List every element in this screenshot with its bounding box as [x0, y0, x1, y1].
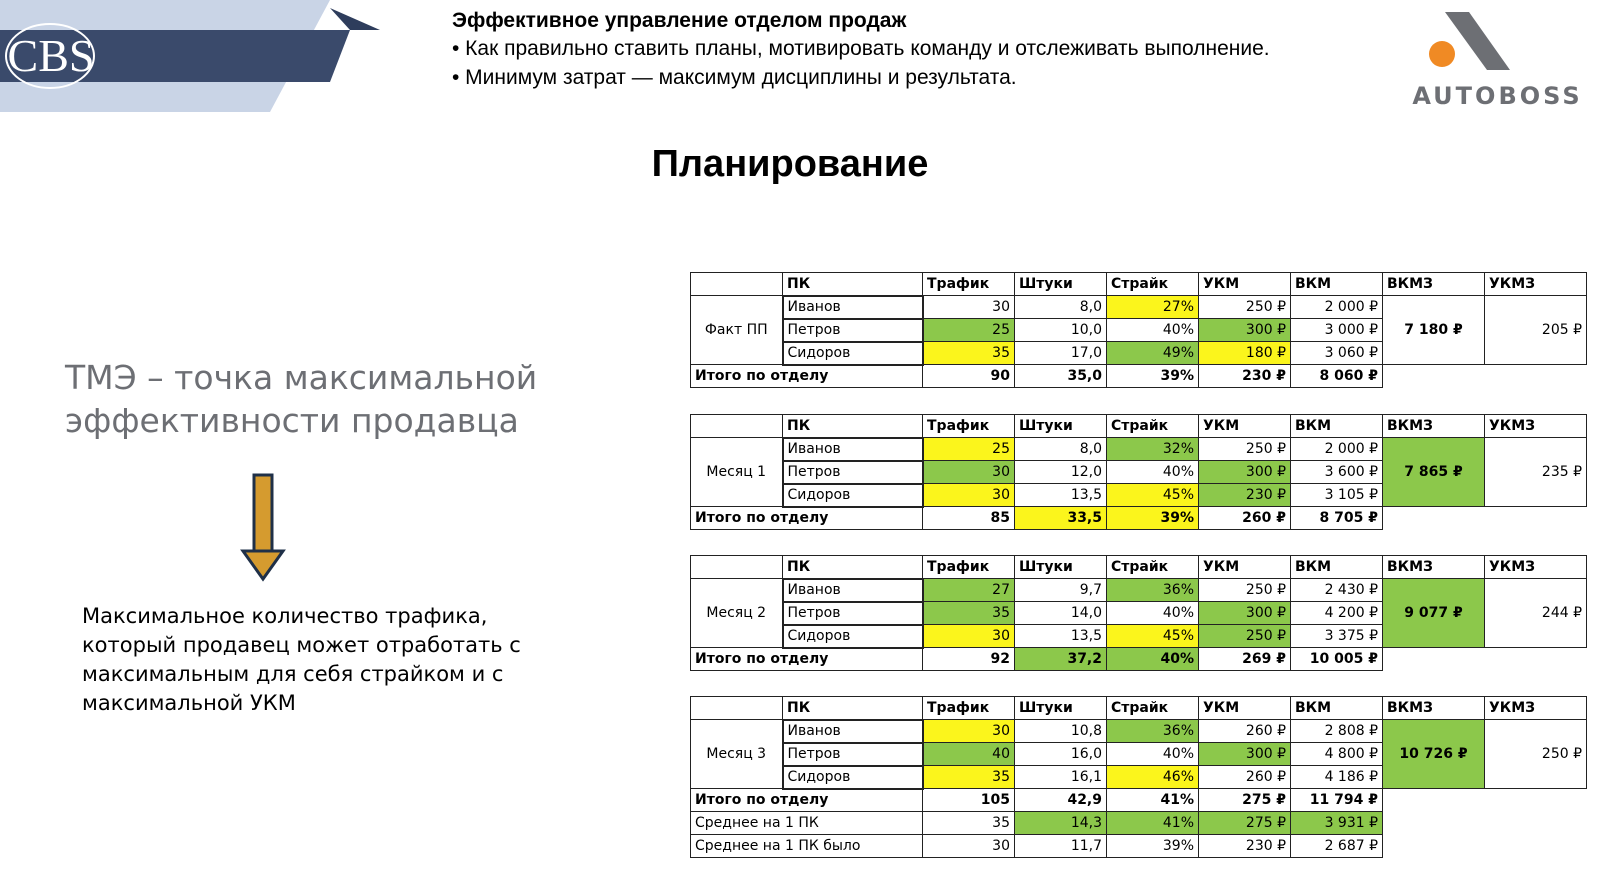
cell-vkm: 3 000 ₽: [1291, 319, 1383, 342]
table-corner: [691, 556, 783, 579]
table-corner: [691, 415, 783, 438]
empty-cell: [1485, 812, 1587, 835]
column-header: Трафик: [923, 697, 1015, 720]
desc-line-4: максимальной УКМ: [82, 691, 296, 715]
cell-traffic: 25: [923, 438, 1015, 461]
cell-traffic: 30: [923, 484, 1015, 507]
cbs-logo: CBS: [7, 30, 95, 81]
total-traffic: 90: [923, 365, 1015, 388]
cell-units: 10,8: [1015, 720, 1107, 743]
column-header: ПК: [783, 556, 923, 579]
vkmz-value: 9 077 ₽: [1383, 579, 1485, 648]
total-label: Итого по отделу: [691, 789, 923, 812]
period-label: Месяц 3: [691, 720, 783, 789]
cell-ukm: 250 ₽: [1199, 296, 1291, 319]
desc-line-1: Максимальное количество трафика,: [82, 604, 488, 628]
column-header: УКМЗ: [1485, 415, 1587, 438]
table-row: [691, 579, 1587, 602]
cell-vkm: 3 375 ₽: [1291, 625, 1383, 648]
period-label: Факт ПП: [691, 296, 783, 365]
cell-traffic: 35: [923, 602, 1015, 625]
seller-name: Петров: [783, 461, 923, 484]
total-label: Итого по отделу: [691, 365, 923, 388]
total-traffic: 92: [923, 648, 1015, 671]
total-traffic: 85: [923, 507, 1015, 530]
cell-units: 17,0: [1015, 342, 1107, 365]
planning-table: [690, 414, 1587, 530]
average-units: 11,7: [1015, 835, 1107, 858]
cell-units: 13,5: [1015, 625, 1107, 648]
column-header: УКМ: [1199, 697, 1291, 720]
cell-vkm: 4 186 ₽: [1291, 766, 1383, 789]
column-header: Страйк: [1107, 273, 1199, 296]
cell-traffic: 27: [923, 579, 1015, 602]
total-vkm: 11 794 ₽: [1291, 789, 1383, 812]
column-header: Штуки: [1015, 697, 1107, 720]
cell-units: 9,7: [1015, 579, 1107, 602]
ukmz-value: 250 ₽: [1485, 720, 1587, 789]
header-line-2: • Минимум затрат — максимум дисциплины и результата.: [452, 66, 1017, 89]
column-header: ВКМ: [1291, 556, 1383, 579]
total-strike: 39%: [1107, 507, 1199, 530]
cell-units: 10,0: [1015, 319, 1107, 342]
column-header: УКМЗ: [1485, 273, 1587, 296]
column-header: Штуки: [1015, 273, 1107, 296]
cell-strike: 40%: [1107, 461, 1199, 484]
column-header: ВКМ: [1291, 415, 1383, 438]
cell-units: 16,1: [1015, 766, 1107, 789]
cell-vkm: 2 808 ₽: [1291, 720, 1383, 743]
average-strike: 41%: [1107, 812, 1199, 835]
cell-traffic: 35: [923, 342, 1015, 365]
seller-name: Сидоров: [783, 766, 923, 789]
column-header: Трафик: [923, 415, 1015, 438]
total-ukm: 260 ₽: [1199, 507, 1291, 530]
cell-vkm: 2 000 ₽: [1291, 296, 1383, 319]
cell-strike: 46%: [1107, 766, 1199, 789]
cell-units: 16,0: [1015, 743, 1107, 766]
table-corner: [691, 273, 783, 296]
empty-cell: [1383, 648, 1485, 671]
down-arrow-icon: [240, 473, 286, 583]
cell-vkm: 2 430 ₽: [1291, 579, 1383, 602]
column-header: УКМ: [1199, 273, 1291, 296]
cell-strike: 40%: [1107, 602, 1199, 625]
cell-units: 12,0: [1015, 461, 1107, 484]
column-header: ВКМ: [1291, 697, 1383, 720]
cell-ukm: 250 ₽: [1199, 625, 1291, 648]
total-vkm: 8 705 ₽: [1291, 507, 1383, 530]
column-header: Страйк: [1107, 556, 1199, 579]
column-header: ПК: [783, 273, 923, 296]
empty-cell: [1383, 812, 1485, 835]
cell-units: 14,0: [1015, 602, 1107, 625]
header-block: [452, 8, 1412, 92]
header-title: Эффективное управление отделом продаж: [452, 9, 907, 32]
cell-traffic: 30: [923, 625, 1015, 648]
average-label: Среднее на 1 ПК было: [691, 835, 923, 858]
empty-cell: [1383, 507, 1485, 530]
tme-line-2: эффективности продавца: [65, 401, 519, 440]
cell-strike: 45%: [1107, 625, 1199, 648]
column-header: ВКМЗ: [1383, 415, 1485, 438]
total-units: 37,2: [1015, 648, 1107, 671]
cell-ukm: 260 ₽: [1199, 766, 1291, 789]
tme-description: [82, 602, 552, 718]
cell-ukm: 300 ₽: [1199, 602, 1291, 625]
empty-cell: [1383, 365, 1485, 388]
empty-cell: [1485, 789, 1587, 812]
empty-cell: [1383, 789, 1485, 812]
column-header: Штуки: [1015, 415, 1107, 438]
total-strike: 41%: [1107, 789, 1199, 812]
page-title: [0, 143, 1580, 186]
average-vkm: 2 687 ₽: [1291, 835, 1383, 858]
cell-vkm: 3 600 ₽: [1291, 461, 1383, 484]
cell-ukm: 230 ₽: [1199, 484, 1291, 507]
average-row: [691, 835, 1587, 858]
total-row: [691, 365, 1587, 388]
ukmz-value: 244 ₽: [1485, 579, 1587, 648]
table-row: [691, 296, 1587, 319]
column-header: УКМ: [1199, 415, 1291, 438]
vkmz-value: 10 726 ₽: [1383, 720, 1485, 789]
cell-strike: 32%: [1107, 438, 1199, 461]
total-strike: 40%: [1107, 648, 1199, 671]
seller-name: Иванов: [783, 296, 923, 319]
total-row: [691, 507, 1587, 530]
cell-strike: 49%: [1107, 342, 1199, 365]
cell-units: 8,0: [1015, 438, 1107, 461]
seller-name: Сидоров: [783, 625, 923, 648]
total-ukm: 230 ₽: [1199, 365, 1291, 388]
cell-strike: 36%: [1107, 579, 1199, 602]
total-label: Итого по отделу: [691, 507, 923, 530]
total-units: 33,5: [1015, 507, 1107, 530]
vkmz-value: 7 865 ₽: [1383, 438, 1485, 507]
cell-traffic: 35: [923, 766, 1015, 789]
cell-strike: 45%: [1107, 484, 1199, 507]
cell-strike: 27%: [1107, 296, 1199, 319]
total-ukm: 269 ₽: [1199, 648, 1291, 671]
total-units: 35,0: [1015, 365, 1107, 388]
cell-ukm: 180 ₽: [1199, 342, 1291, 365]
total-row: [691, 648, 1587, 671]
cell-vkm: 3 060 ₽: [1291, 342, 1383, 365]
cell-traffic: 30: [923, 720, 1015, 743]
table-row: [691, 438, 1587, 461]
cell-traffic: 40: [923, 743, 1015, 766]
seller-name: Петров: [783, 602, 923, 625]
empty-cell: [1383, 835, 1485, 858]
cell-units: 8,0: [1015, 296, 1107, 319]
cell-ukm: 250 ₽: [1199, 579, 1291, 602]
total-row: [691, 789, 1587, 812]
column-header: Трафик: [923, 556, 1015, 579]
average-strike: 39%: [1107, 835, 1199, 858]
average-row: [691, 812, 1587, 835]
tme-line-1: ТМЭ – точка максимальной: [65, 358, 538, 397]
total-strike: 39%: [1107, 365, 1199, 388]
planning-table: [690, 696, 1587, 858]
column-header: ВКМЗ: [1383, 556, 1485, 579]
ukmz-value: 235 ₽: [1485, 438, 1587, 507]
empty-cell: [1485, 648, 1587, 671]
vkmz-value: 7 180 ₽: [1383, 296, 1485, 365]
table-row: [691, 720, 1587, 743]
average-ukm: 275 ₽: [1199, 812, 1291, 835]
table-corner: [691, 697, 783, 720]
cell-ukm: 250 ₽: [1199, 438, 1291, 461]
cell-strike: 36%: [1107, 720, 1199, 743]
average-traffic: 30: [923, 835, 1015, 858]
desc-line-2: который продавец может отработать с: [82, 633, 521, 657]
seller-name: Петров: [783, 319, 923, 342]
period-label: Месяц 1: [691, 438, 783, 507]
cell-ukm: 300 ₽: [1199, 743, 1291, 766]
ukmz-value: 205 ₽: [1485, 296, 1587, 365]
total-vkm: 10 005 ₽: [1291, 648, 1383, 671]
seller-name: Петров: [783, 743, 923, 766]
tme-definition: [65, 356, 585, 442]
page-title-text: Планирование: [651, 143, 929, 185]
column-header: УКМЗ: [1485, 556, 1587, 579]
cell-units: 13,5: [1015, 484, 1107, 507]
column-header: ВКМЗ: [1383, 697, 1485, 720]
autoboss-brand: AUTOBOSS: [1412, 82, 1583, 110]
empty-cell: [1485, 835, 1587, 858]
cell-ukm: 300 ₽: [1199, 319, 1291, 342]
column-header: Страйк: [1107, 415, 1199, 438]
cell-strike: 40%: [1107, 743, 1199, 766]
cell-vkm: 4 200 ₽: [1291, 602, 1383, 625]
average-label: Среднее на 1 ПК: [691, 812, 923, 835]
seller-name: Иванов: [783, 579, 923, 602]
cell-strike: 40%: [1107, 319, 1199, 342]
total-traffic: 105: [923, 789, 1015, 812]
column-header: Трафик: [923, 273, 1015, 296]
average-ukm: 230 ₽: [1199, 835, 1291, 858]
column-header: ВКМ: [1291, 273, 1383, 296]
desc-line-3: максимальным для себя страйком и с: [82, 662, 504, 686]
column-header: ПК: [783, 415, 923, 438]
empty-cell: [1485, 365, 1587, 388]
cell-traffic: 30: [923, 461, 1015, 484]
column-header: Страйк: [1107, 697, 1199, 720]
cell-vkm: 4 800 ₽: [1291, 743, 1383, 766]
column-header: Штуки: [1015, 556, 1107, 579]
planning-table: [690, 272, 1587, 388]
total-units: 42,9: [1015, 789, 1107, 812]
seller-name: Сидоров: [783, 342, 923, 365]
cell-traffic: 25: [923, 319, 1015, 342]
empty-cell: [1485, 507, 1587, 530]
average-traffic: 35: [923, 812, 1015, 835]
average-units: 14,3: [1015, 812, 1107, 835]
column-header: УКМЗ: [1485, 697, 1587, 720]
column-header: ПК: [783, 697, 923, 720]
planning-table: [690, 555, 1587, 671]
total-vkm: 8 060 ₽: [1291, 365, 1383, 388]
average-vkm: 3 931 ₽: [1291, 812, 1383, 835]
header-line-1: • Как правильно ставить планы, мотивировать команду и отслеживать выполнение.: [452, 37, 1270, 60]
cell-ukm: 300 ₽: [1199, 461, 1291, 484]
cell-vkm: 3 105 ₽: [1291, 484, 1383, 507]
seller-name: Иванов: [783, 438, 923, 461]
cell-vkm: 2 000 ₽: [1291, 438, 1383, 461]
seller-name: Сидоров: [783, 484, 923, 507]
total-label: Итого по отделу: [691, 648, 923, 671]
column-header: УКМ: [1199, 556, 1291, 579]
column-header: ВКМЗ: [1383, 273, 1485, 296]
cell-traffic: 30: [923, 296, 1015, 319]
total-ukm: 275 ₽: [1199, 789, 1291, 812]
seller-name: Иванов: [783, 720, 923, 743]
period-label: Месяц 2: [691, 579, 783, 648]
cell-ukm: 260 ₽: [1199, 720, 1291, 743]
